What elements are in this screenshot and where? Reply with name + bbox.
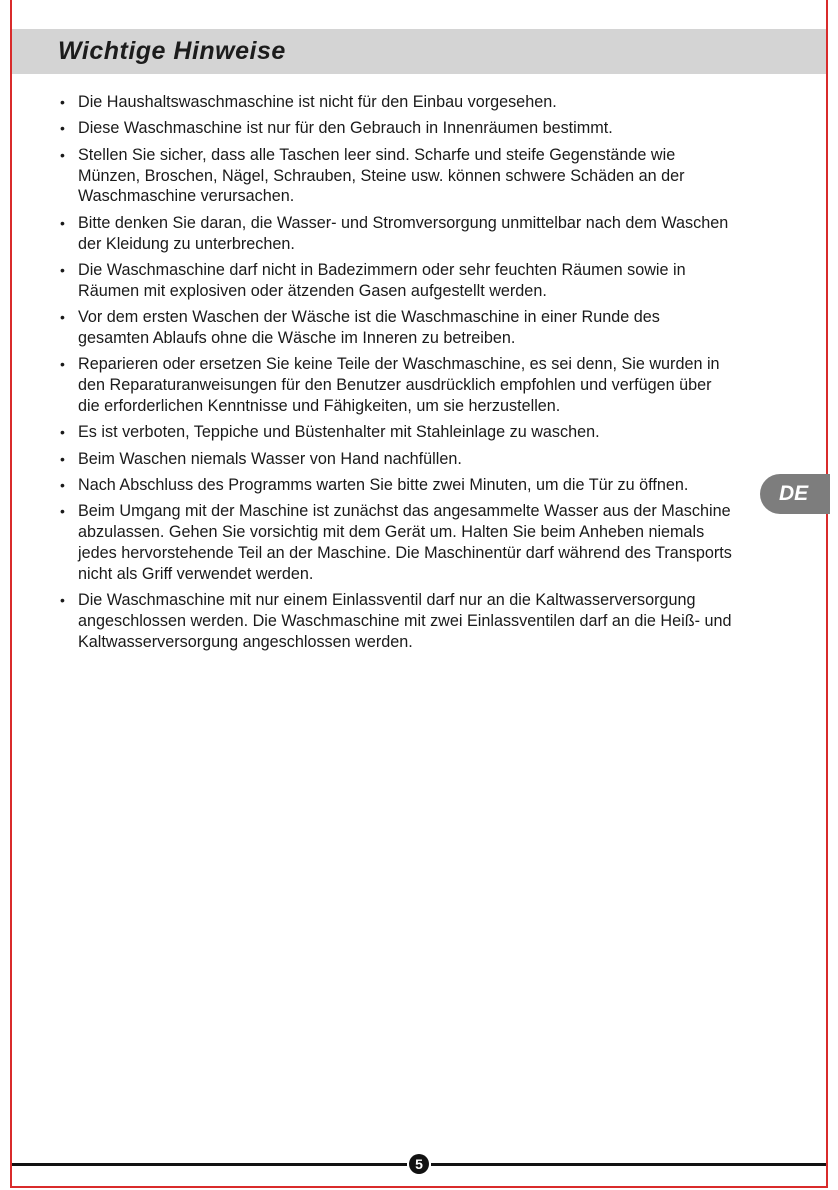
note-item: • Die Haushaltswaschmaschine ist nicht für den Einbau vorgesehen. — [60, 92, 732, 113]
page-title: Wichtige Hinweise — [58, 37, 286, 65]
footer-divider-right — [431, 1163, 826, 1166]
note-item: • Bitte denken Sie daran, die Wasser- und Stromversorgung unmittelbar nach dem Waschen der Kleidung zu unterbrechen. — [60, 213, 732, 255]
note-item: • Es ist verboten, Teppiche und Büstenhalter mit Stahleinlage zu waschen. — [60, 422, 732, 443]
note-item: • Beim Waschen niemals Wasser von Hand nachfüllen. — [60, 449, 732, 470]
note-item: • Die Waschmaschine darf nicht in Badezimmern oder sehr feuchten Räumen sowie in Räumen mit explosiven oder ätzenden Gasen aufgestellt werden. — [60, 260, 732, 302]
note-item: • Die Waschmaschine mit nur einem Einlassventil darf nur an die Kaltwasserversorgung angeschlossen werden. Die Waschmaschine mit zwei Einlassventilen darf an die Heiß- und Kaltwasserversorgung angeschlossen werden. — [60, 590, 732, 652]
page-number: 5 — [409, 1154, 429, 1174]
important-notes-list — [60, 92, 732, 658]
footer-divider-left — [12, 1163, 407, 1166]
note-item: • Nach Abschluss des Programms warten Sie bitte zwei Minuten, um die Tür zu öffnen. — [60, 475, 732, 496]
note-item: • Stellen Sie sicher, dass alle Taschen leer sind. Scharfe und steife Gegenstände wie Münzen, Broschen, Nägel, Schrauben, Steine usw. können schwere Schäden an der Waschmaschine verursachen. — [60, 145, 732, 207]
language-tab: DE — [760, 474, 830, 514]
note-item: • Reparieren oder ersetzen Sie keine Teile der Waschmaschine, es sei denn, Sie wurden in den Reparaturanweisungen für den Benutzer ausdrücklich empfohlen und verfügen über die erforderlichen Kenntnisse und Fähigkeiten, um sie herzustellen. — [60, 354, 732, 416]
note-item: • Diese Waschmaschine ist nur für den Gebrauch in Innenräumen bestimmt. — [60, 118, 732, 139]
note-item: • Beim Umgang mit der Maschine ist zunächst das angesammelte Wasser aus der Maschine abzulassen. Gehen Sie vorsichtig mit dem Gerät um. Halten Sie beim Anheben niemals jedes hervorstehende Teil an der Maschine. Die Maschinentür darf während des Transports nicht als Griff verwendet werden. — [60, 501, 732, 584]
note-item: • Vor dem ersten Waschen der Wäsche ist die Waschmaschine in einer Runde des gesamten Ablaufs ohne die Wäsche im Inneren zu betreiben. — [60, 307, 732, 349]
